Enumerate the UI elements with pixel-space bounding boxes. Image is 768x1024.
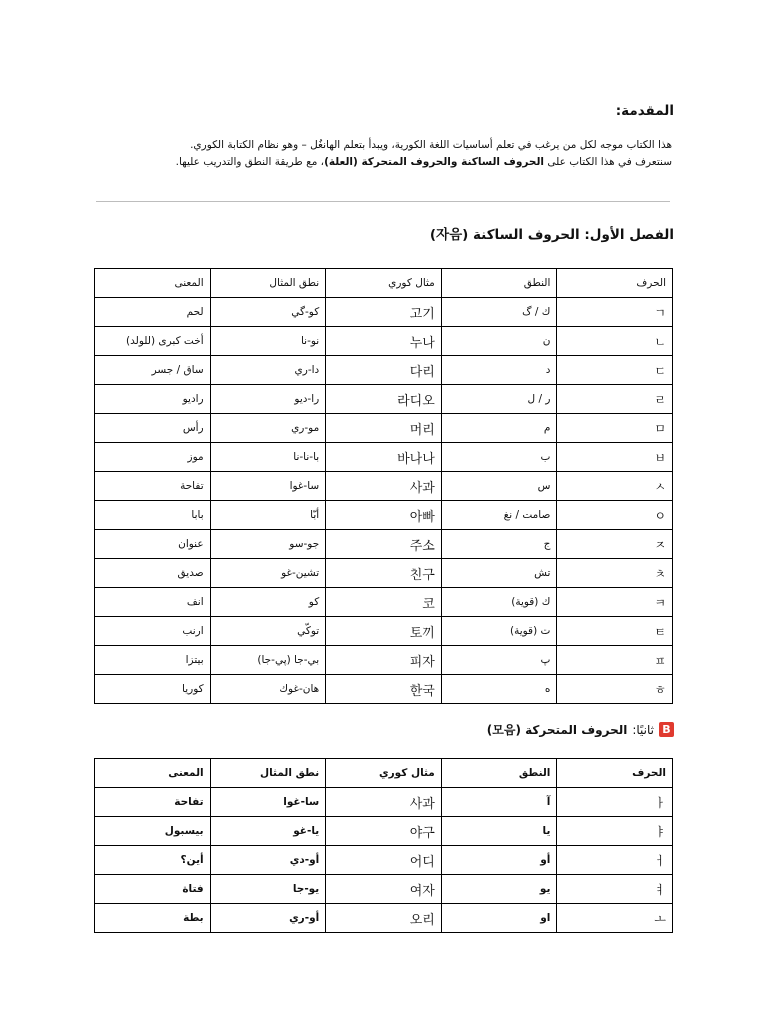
letter-cell: ㅓ: [557, 846, 673, 875]
consonant-row: [95, 327, 673, 356]
consonants-header-row: [95, 269, 673, 298]
consonant-row: [95, 472, 673, 501]
korean-example-cell: 한국: [326, 675, 442, 704]
korean-example-cell: 사과: [326, 472, 442, 501]
pronunciation-cell: آ: [441, 788, 557, 817]
letter-cell: ㄷ: [557, 356, 673, 385]
letter-cell: ㅂ: [557, 443, 673, 472]
vowel-row: [95, 846, 673, 875]
pronunciation-cell: أو: [441, 846, 557, 875]
chapter1-title: الفصل الأول: الحروف الساكنة (자음): [429, 227, 674, 243]
vowels-header-row: [95, 759, 673, 788]
pronunciation-cell: ب: [441, 443, 557, 472]
meaning-cell: أين؟: [95, 846, 211, 875]
letter-cell: ㄹ: [557, 385, 673, 414]
chapter2-title-text: الحروف المتحركة (모음): [486, 723, 628, 737]
consonants-table: [94, 268, 673, 704]
chapter2-title: [487, 721, 674, 738]
vowel-row: [95, 904, 673, 933]
header-example-pronunciation: نطق المثال: [210, 759, 326, 788]
example-pronunciation-cell: يا-غو: [210, 817, 326, 846]
pronunciation-cell: ر / ل: [441, 385, 557, 414]
pronunciation-cell: يو: [441, 875, 557, 904]
intro-line-2-bold: الحروف الساكنة والحروف المتحركة (العلة): [324, 156, 545, 168]
pronunciation-cell: ه: [441, 675, 557, 704]
example-pronunciation-cell: تشين-غو: [210, 559, 326, 588]
korean-example-cell: 어디: [326, 846, 442, 875]
meaning-cell: ارنب: [95, 617, 211, 646]
letter-cell: ㅈ: [557, 530, 673, 559]
vowel-row: [95, 788, 673, 817]
pronunciation-cell: ن: [441, 327, 557, 356]
header-pronunciation: النطق: [441, 759, 557, 788]
meaning-cell: انف: [95, 588, 211, 617]
pronunciation-cell: س: [441, 472, 557, 501]
example-pronunciation-cell: أبّا: [210, 501, 326, 530]
intro-line-1: هذا الكتاب موجه لكل من يرغب في تعلم أساسيات اللغة الكورية، ويبدأ بتعلم الهانغُل – وهو نظام الكتابة الكوري.: [190, 139, 672, 151]
meaning-cell: موز: [95, 443, 211, 472]
example-pronunciation-cell: توكّي: [210, 617, 326, 646]
consonant-row: [95, 298, 673, 327]
korean-example-cell: 바나나: [326, 443, 442, 472]
letter-cell: ㅎ: [557, 675, 673, 704]
korean-example-cell: 친구: [326, 559, 442, 588]
example-pronunciation-cell: جو-سو: [210, 530, 326, 559]
example-pronunciation-cell: أو-ري: [210, 904, 326, 933]
header-letter: الحرف: [557, 759, 673, 788]
meaning-cell: كوريا: [95, 675, 211, 704]
header-example-pronunciation: نطق المثال: [210, 269, 326, 298]
meaning-cell: تفاحة: [95, 788, 211, 817]
meaning-cell: عنوان: [95, 530, 211, 559]
header-pronunciation: النطق: [441, 269, 557, 298]
letter-cell: ㄱ: [557, 298, 673, 327]
meaning-cell: أخت كبرى (للولد): [95, 327, 211, 356]
korean-example-cell: 누나: [326, 327, 442, 356]
letter-cell: ㄴ: [557, 327, 673, 356]
korean-example-cell: 여자: [326, 875, 442, 904]
header-korean-example: مثال كوري: [326, 269, 442, 298]
example-pronunciation-cell: را-ديو: [210, 385, 326, 414]
pronunciation-cell: ك / گ: [441, 298, 557, 327]
consonant-row: [95, 356, 673, 385]
example-pronunciation-cell: سا-غوا: [210, 788, 326, 817]
consonant-row: [95, 443, 673, 472]
example-pronunciation-cell: كو: [210, 588, 326, 617]
example-pronunciation-cell: سا-غوا: [210, 472, 326, 501]
pronunciation-cell: ك (قوية): [441, 588, 557, 617]
meaning-cell: بطة: [95, 904, 211, 933]
letter-cell: ㅊ: [557, 559, 673, 588]
consonant-row: [95, 559, 673, 588]
korean-example-cell: 주소: [326, 530, 442, 559]
meaning-cell: بيتزا: [95, 646, 211, 675]
header-meaning: المعنى: [95, 269, 211, 298]
letter-cell: ㅁ: [557, 414, 673, 443]
vowel-row: [95, 817, 673, 846]
pronunciation-cell: ج: [441, 530, 557, 559]
example-pronunciation-cell: كو-گي: [210, 298, 326, 327]
korean-example-cell: 아빠: [326, 501, 442, 530]
korean-example-cell: 피자: [326, 646, 442, 675]
consonant-row: [95, 617, 673, 646]
korean-example-cell: 오리: [326, 904, 442, 933]
vowels-table: [94, 758, 673, 933]
header-korean-example: مثال كوري: [326, 759, 442, 788]
meaning-cell: فتاة: [95, 875, 211, 904]
korean-example-cell: 라디오: [326, 385, 442, 414]
header-letter: الحرف: [557, 269, 673, 298]
pronunciation-cell: تش: [441, 559, 557, 588]
chapter2-prefix: ثانيًا:: [632, 722, 654, 737]
letter-cell: ㅇ: [557, 501, 673, 530]
korean-example-cell: 다리: [326, 356, 442, 385]
korean-example-cell: 고기: [326, 298, 442, 327]
consonant-row: [95, 385, 673, 414]
letter-cell: ㅍ: [557, 646, 673, 675]
example-pronunciation-cell: يو-جا: [210, 875, 326, 904]
pronunciation-cell: يا: [441, 817, 557, 846]
example-pronunciation-cell: بي-جا (پي-جا): [210, 646, 326, 675]
pronunciation-cell: ت (قوية): [441, 617, 557, 646]
meaning-cell: رأس: [95, 414, 211, 443]
letter-cell: ㅌ: [557, 617, 673, 646]
pronunciation-cell: صامت / نغ: [441, 501, 557, 530]
letter-cell: ㅑ: [557, 817, 673, 846]
meaning-cell: لحم: [95, 298, 211, 327]
example-pronunciation-cell: مو-ري: [210, 414, 326, 443]
letter-cell: ㅋ: [557, 588, 673, 617]
pronunciation-cell: م: [441, 414, 557, 443]
korean-example-cell: 토끼: [326, 617, 442, 646]
intro-line-2-start: سنتعرف في هذا الكتاب على: [544, 156, 672, 168]
example-pronunciation-cell: دا-ري: [210, 356, 326, 385]
consonant-row: [95, 501, 673, 530]
consonant-row: [95, 588, 673, 617]
example-pronunciation-cell: با-نا-نا: [210, 443, 326, 472]
pronunciation-cell: د: [441, 356, 557, 385]
meaning-cell: راديو: [95, 385, 211, 414]
section-b-badge: B: [659, 722, 674, 737]
header-meaning: المعنى: [95, 759, 211, 788]
example-pronunciation-cell: نو-نا: [210, 327, 326, 356]
meaning-cell: بابا: [95, 501, 211, 530]
intro-title: المقدمة:: [615, 103, 674, 119]
letter-cell: ㅏ: [557, 788, 673, 817]
meaning-cell: تفاحة: [95, 472, 211, 501]
letter-cell: ㅗ: [557, 904, 673, 933]
vowel-row: [95, 875, 673, 904]
letter-cell: ㅅ: [557, 472, 673, 501]
korean-example-cell: 야구: [326, 817, 442, 846]
meaning-cell: بيسبول: [95, 817, 211, 846]
meaning-cell: ساق / جسر: [95, 356, 211, 385]
consonant-row: [95, 675, 673, 704]
pronunciation-cell: پ: [441, 646, 557, 675]
consonant-row: [95, 530, 673, 559]
korean-example-cell: 머리: [326, 414, 442, 443]
meaning-cell: صديق: [95, 559, 211, 588]
intro-line-2: [82, 154, 672, 171]
korean-example-cell: 코: [326, 588, 442, 617]
korean-example-cell: 사과: [326, 788, 442, 817]
example-pronunciation-cell: هان-غوك: [210, 675, 326, 704]
consonant-row: [95, 414, 673, 443]
pronunciation-cell: او: [441, 904, 557, 933]
example-pronunciation-cell: أو-دي: [210, 846, 326, 875]
consonant-row: [95, 646, 673, 675]
section-divider: [96, 201, 670, 202]
letter-cell: ㅕ: [557, 875, 673, 904]
intro-line-2-end: ، مع طريقة النطق والتدريب عليها.: [175, 156, 325, 168]
intro-paragraph: [82, 137, 672, 171]
